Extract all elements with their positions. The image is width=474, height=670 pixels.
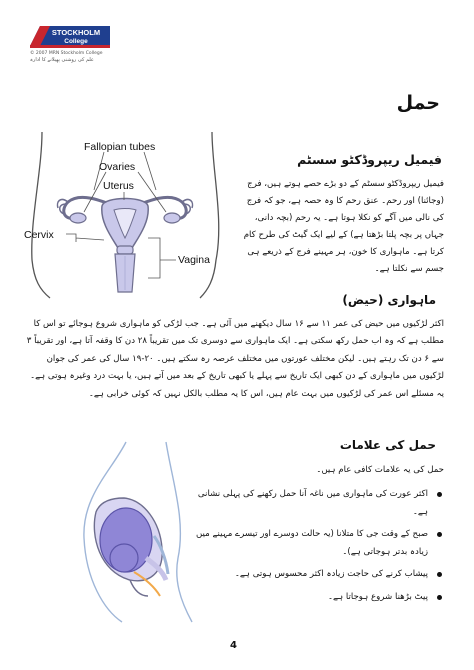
list-item [184,486,444,521]
page-number: 4 [230,640,237,651]
label-ovaries: Ovaries [99,161,136,173]
stockholm-college-logo [28,24,112,50]
list-item [184,589,444,607]
symptom-list [184,486,444,611]
bullet-icon [437,595,442,600]
bullet-icon [437,572,442,577]
symptom-text: صبح کے وقت جی کا متلانا (یہ حالت دوسرے اور تیسرے مہینے میں زیادہ بدتر ہوجاتی ہے)۔ [196,529,428,557]
list-item [184,526,444,561]
logo-text-line1: STOCKHOLM [51,28,101,37]
section3-intro: حمل کی یہ علامات کافی عام ہیں۔ [316,465,444,475]
section1-heading: فیمیل ریپروڈکٹو سسٹم [297,152,442,167]
label-vagina: Vagina [178,254,210,266]
logo-text-line2: College [64,38,88,45]
symptom-text: پیٹ بڑھنا شروع ہوجاتا ہے۔ [328,591,428,602]
symptom-text: پیشاب کرنے کی حاجت زیادہ اکثر محسوس ہوتی ہے۔ [234,569,428,579]
label-uterus: Uterus [103,180,134,192]
logo-caption: © 2007 MRN Stockholm College [30,51,103,56]
logo-caption-urdu: علم کی روشنی پھیلانے کا ادارہ [30,57,94,63]
symptom-text: اکثر عورت کی ماہواری میں ناغہ آنا حمل رکھنے کی پہلی نشانی ہے۔ [197,489,428,517]
bullet-icon [437,492,442,497]
list-item [184,566,444,584]
reproductive-system-diagram [20,130,220,300]
section1-body: فیمیل ریپروڈکٹو سسٹم کے دو بڑے حصے ہوتے ہیں، فرج (وجائنا) اور رحم۔ عنق رحم کا وہ حصہ ہے، جو کہ فرج کی نالی میں آگے کو نکلا ہوتا ہے۔ یہ رحم (بچہ دانی، جہاں پر بچہ پلتا بڑھتا ہے) کے لیے ایک گیٹ کی طرح کام کرتا ہے۔ ماہواری کا خون، ہر مہینے فرج کے ذریعے ہی جسم سے نکلتا ہے۔ [243,179,444,274]
label-cervix: Cervix [24,229,54,241]
section2-body: اکثر لڑکیوں میں حیض کی عمر ۱۱ سے ۱۶ سال دیکھنے میں آئی ہے۔ جب لڑکی کو ماہواری شروع ہوجائے تو اس کا مطلب ہے کہ وہ اب حمل رکھ سکتی ہے۔ ایک ماہواری سے دوسری تک میں تقریباً ۲۸ دن کا وقفہ آتا ہے، اور تقریباً ۳ سے ۶ دن تک رہتے ہیں۔ لیکن مختلف عورتوں میں مختلف عرصہ رہ سکتے ہیں۔ ۲۰-۱۹ سال کی عمر کی جوان لڑکیوں میں ماہواری کے دن کبھی ایک تاریخ سے پہلے یا کبھی تاریخ کے بعد میں آتے ہیں، یا بہت درد وغیرہ ہوتی ہے۔ یہ مسئلے اس عمر کی لڑکیوں میں بہت عام ہیں، اس کا یہ مطلب بالکل نہیں کہ کوئی خرابی ہے۔ [26,319,444,399]
page-title: حمل [396,92,440,114]
bullet-icon [437,532,442,537]
section2-heading: ماہواری (حیض) [342,293,436,307]
section3-heading: حمل کی علامات [339,438,436,452]
label-fallopian-tubes: Fallopian tubes [84,141,156,153]
